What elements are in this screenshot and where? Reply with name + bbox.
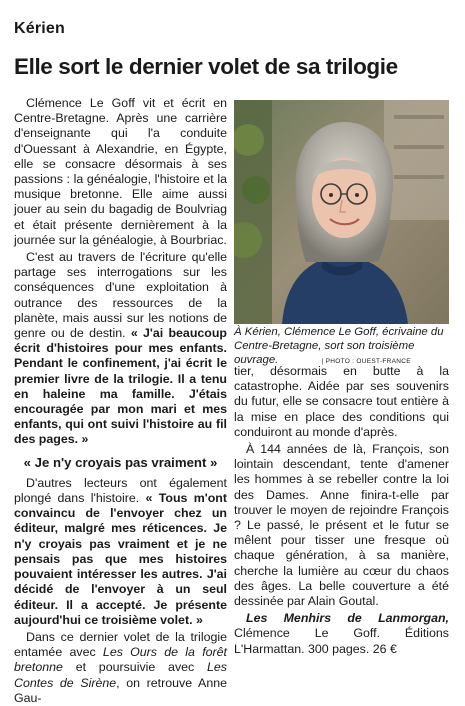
article-headline: Elle sort le dernier volet de sa trilogie <box>14 54 398 79</box>
paragraph-readers <box>14 476 227 628</box>
paragraph-writing <box>14 250 227 448</box>
author-photo <box>234 100 449 324</box>
paragraph-writing-text: C'est au travers de l'écriture qu'elle partage ses interrogations sur les conséquences d'une exploitation à outrance des ressources de la planète, mais aussi sur les notions de genre ou de destin. <box>14 250 227 341</box>
paragraph-story: À 144 années de là, François, son lointain descendant, tente d'amener les hommes à se rebeller contre la loi des Dames. Anne finira-t-elle par trouver le moyen de rejoindre François ? Le passé, le présent et le futur se mêlent pour tisser une fresque où chaque génération, à sa manière, cherche la lumière au cœur du chaos des âges. La belle couverture a été dessinée par Alain Goutal. <box>234 442 449 609</box>
photo-caption-text: À Kérien, Clémence Le Goff, écrivaine du Centre-Bretagne, sort son troisième ouvrage. <box>234 326 444 366</box>
quote-editor: « Tous m'ont convaincu de l'envoyer chez un éditeur, malgré mes réticences. Je n'y croyais pas vraiment et je ne pensais pas que mes histoires pouvaient intéresser les autres. J'ai décidé de l'envoyer à un seul éditeur. Il a accepté. Je présente aujourd'hui ce troisième volet. » <box>14 491 227 627</box>
trilogy-text-c: , on retrouve Anne Gau- <box>14 675 227 705</box>
book-reference <box>234 611 449 657</box>
section-kicker: Kérien <box>14 20 65 37</box>
book-title-menhirs: Les Menhirs de Lanmorgan, <box>246 611 449 626</box>
book-details: Clémence Le Goff. Éditions L'Harmattan. 300 pages. 26 € <box>234 626 449 656</box>
paragraph-readers-text: D'autres lecteurs ont également plongé dans l'histoire. <box>14 475 227 506</box>
book-title-contes: Les Contes de Sirène <box>14 660 227 690</box>
book-title-ours: Les Ours de la forêt bretonne <box>14 645 227 675</box>
article-column-right <box>234 364 449 657</box>
quote-confinement: « J'ai beaucoup écrit d'histoires pour mes enfants. Pendant le confinement, j'ai écrit le premier livre de la trilogie. Il a tenu en haleine ma famille. J'étais encouragée par mon mari et mes enfants, qui ont suivi l'histoire au fil des pages. » <box>14 326 227 447</box>
paragraph-continuation: tier, désormais en butte à la catastrophe. Aidée par ses souvenirs du futur, elle se consacre tout entière à la mise en place des conditions qui conduiront au monde d'après. <box>234 364 449 439</box>
paragraph-trilogy <box>14 630 227 706</box>
photo-credit: | PHOTO : OUEST-FRANCE <box>321 358 411 365</box>
author-portrait-illustration <box>234 100 449 324</box>
paragraph-intro: Clémence Le Goff vit et écrit en Centre-Bretagne. Après une carrière d'enseignante qui l'a conduite d'Ouessant à Alexandrie, en Égypte, elle se consacre désormais à ses passions : la généalogie, l'histoire et la musique bretonne. Elle aime aussi jouer au sein du bagadig de Boulvriag et était présente dernièrement à la journée sur la généalogie, à Bourbriac. <box>14 96 227 247</box>
trilogy-text-a: Dans ce dernier volet de la trilogie entamée avec <box>14 629 227 660</box>
trilogy-text-b: et poursuivie avec <box>62 660 208 675</box>
article-subhead: « Je n'y croyais pas vraiment » <box>23 454 218 470</box>
photo-caption <box>234 325 449 369</box>
article-column-left <box>14 96 227 706</box>
